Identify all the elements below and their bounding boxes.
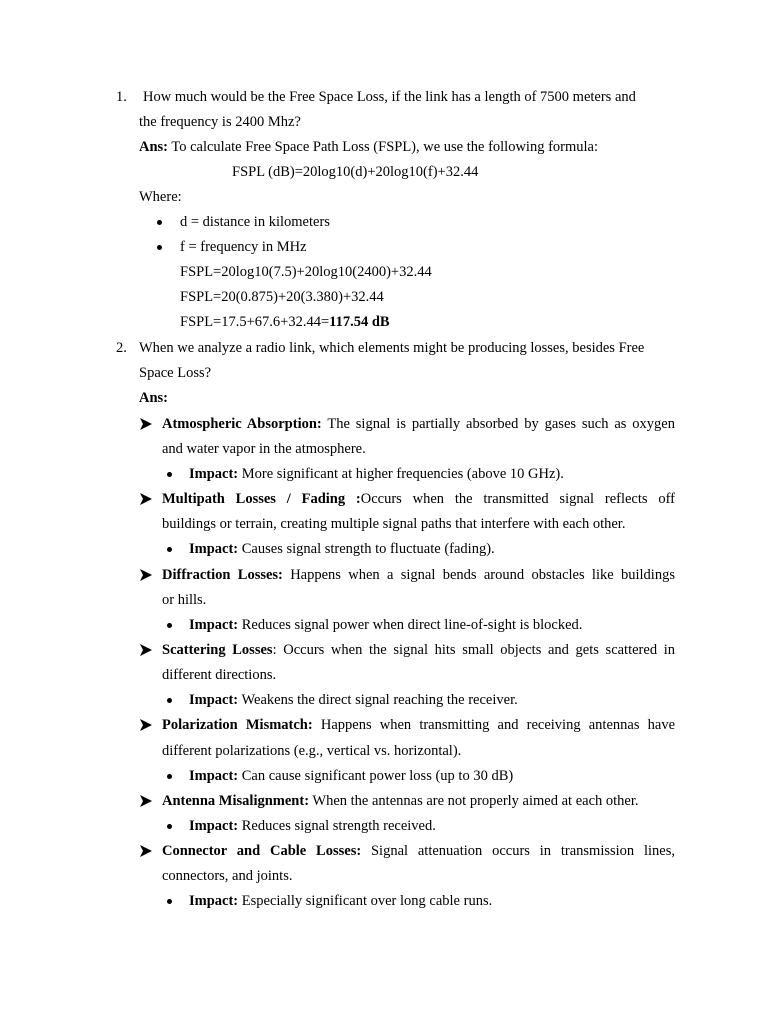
bullet-icon bbox=[167, 623, 172, 628]
bullet-icon bbox=[157, 220, 162, 225]
q2-ans-label: Ans: bbox=[139, 390, 169, 406]
bullet-icon bbox=[157, 245, 162, 250]
impact-label: Impact: bbox=[189, 692, 239, 708]
q1-calc-1: FSPL=20log10(7.5)+20log10(2400)+32.44 bbox=[180, 264, 432, 280]
arrowhead-bullet-icon bbox=[138, 568, 154, 582]
impact-label: Impact: bbox=[189, 541, 239, 557]
loss-item-scattering bbox=[162, 641, 675, 659]
impact-line bbox=[189, 892, 492, 910]
q1-ans-label: Ans: bbox=[139, 139, 169, 155]
impact-label: Impact: bbox=[189, 768, 239, 784]
loss-item-title: Polarization Mismatch: bbox=[162, 717, 313, 733]
loss-item-atmospheric bbox=[162, 415, 675, 433]
arrowhead-bullet-icon bbox=[138, 492, 154, 506]
bullet-icon bbox=[167, 698, 172, 703]
impact-label: Impact: bbox=[189, 617, 239, 633]
loss-item-polarization bbox=[162, 716, 675, 734]
arrowhead-bullet-icon bbox=[138, 844, 154, 858]
loss-item-text: Happens when transmitting and receiving antennas have bbox=[312, 717, 675, 733]
loss-item-multipath bbox=[162, 490, 675, 508]
q1-result: 117.54 dB bbox=[329, 314, 390, 330]
q1-calc-3 bbox=[180, 313, 390, 331]
q1-question-line-1: How much would be the Free Space Loss, if the link has a length of 7500 meters and bbox=[143, 89, 636, 105]
q1-calc-3-text: FSPL=17.5+67.6+32.44= bbox=[180, 314, 330, 330]
q1-bullet-distance: d = distance in kilometers bbox=[180, 214, 330, 230]
impact-text: Especially significant over long cable runs. bbox=[238, 893, 493, 909]
loss-item-text: Happens when a signal bends around obstacles like buildings bbox=[282, 567, 675, 583]
impact-label: Impact: bbox=[189, 466, 239, 482]
loss-item-diffraction bbox=[162, 566, 675, 584]
loss-item-text: When the antennas are not properly aimed at each other. bbox=[309, 793, 639, 809]
loss-item-title: Scattering Losses bbox=[162, 642, 273, 658]
impact-line bbox=[189, 767, 513, 785]
loss-item-title: Antenna Misalignment: bbox=[162, 793, 310, 809]
impact-line bbox=[189, 817, 436, 835]
impact-text: Reduces signal power when direct line-of-sight is blocked. bbox=[238, 617, 583, 633]
bullet-icon bbox=[167, 774, 172, 779]
impact-text: Causes signal strength to fluctuate (fading). bbox=[238, 541, 495, 557]
impact-text: Weakens the direct signal reaching the receiver. bbox=[238, 692, 518, 708]
loss-item-title: Multipath Losses / Fading : bbox=[162, 491, 361, 507]
loss-item-title: Atmospheric Absorption: bbox=[162, 416, 322, 432]
impact-line bbox=[189, 691, 518, 709]
q1-question-line-2: the frequency is 2400 Mhz? bbox=[139, 114, 301, 130]
impact-text: More significant at higher frequencies (above 10 GHz). bbox=[238, 466, 564, 482]
loss-item-title: Diffraction Losses: bbox=[162, 567, 283, 583]
loss-item-text: : Occurs when the signal hits small objects and gets scattered in bbox=[272, 642, 675, 658]
loss-item-text-cont: connectors, and joints. bbox=[162, 868, 293, 884]
q2-question-line-2: Space Loss? bbox=[139, 365, 212, 381]
arrowhead-bullet-icon bbox=[138, 794, 154, 808]
q1-bullet-frequency: f = frequency in MHz bbox=[180, 239, 307, 255]
bullet-icon bbox=[167, 472, 172, 477]
impact-label: Impact: bbox=[189, 893, 239, 909]
q1-formula: FSPL (dB)=20log10(d)+20log10(f)+32.44 bbox=[232, 164, 479, 180]
q2-question-line-1: When we analyze a radio link, which elements might be producing losses, besides Free bbox=[139, 340, 645, 356]
bullet-icon bbox=[167, 547, 172, 552]
loss-item-text-cont: buildings or terrain, creating multiple signal paths that interfere with each other. bbox=[162, 516, 626, 532]
impact-label: Impact: bbox=[189, 818, 239, 834]
arrowhead-bullet-icon bbox=[138, 643, 154, 657]
loss-item-text-cont: and water vapor in the atmosphere. bbox=[162, 441, 366, 457]
bullet-icon bbox=[167, 899, 172, 904]
loss-item-text: Occurs when the transmitted signal reflects off bbox=[360, 491, 675, 507]
q1-calc-2: FSPL=20(0.875)+20(3.380)+32.44 bbox=[180, 289, 384, 305]
q2-number: 2. bbox=[116, 340, 127, 356]
q1-where: Where: bbox=[139, 189, 182, 205]
impact-text: Can cause significant power loss (up to 30 dB) bbox=[238, 768, 514, 784]
impact-line bbox=[189, 616, 582, 634]
q1-ans-text: To calculate Free Space Path Loss (FSPL), we use the following formula: bbox=[168, 139, 599, 155]
q1-number: 1. bbox=[116, 89, 127, 105]
loss-item-text: Signal attenuation occurs in transmission lines, bbox=[361, 843, 675, 859]
bullet-icon bbox=[167, 824, 172, 829]
loss-item-connector bbox=[162, 842, 675, 860]
loss-item-title: Connector and Cable Losses: bbox=[162, 843, 362, 859]
q1-answer bbox=[139, 138, 598, 156]
arrowhead-bullet-icon bbox=[138, 718, 154, 732]
impact-line bbox=[189, 465, 564, 483]
loss-item-text-cont: different directions. bbox=[162, 667, 277, 683]
arrowhead-bullet-icon bbox=[138, 417, 154, 431]
loss-item-antenna bbox=[162, 792, 639, 810]
loss-item-text-cont: or hills. bbox=[162, 592, 207, 608]
loss-item-text-cont: different polarizations (e.g., vertical vs. horizontal). bbox=[162, 743, 462, 759]
loss-item-text: The signal is partially absorbed by gases such as oxygen bbox=[321, 416, 675, 432]
impact-line bbox=[189, 540, 495, 558]
impact-text: Reduces signal strength received. bbox=[238, 818, 436, 834]
